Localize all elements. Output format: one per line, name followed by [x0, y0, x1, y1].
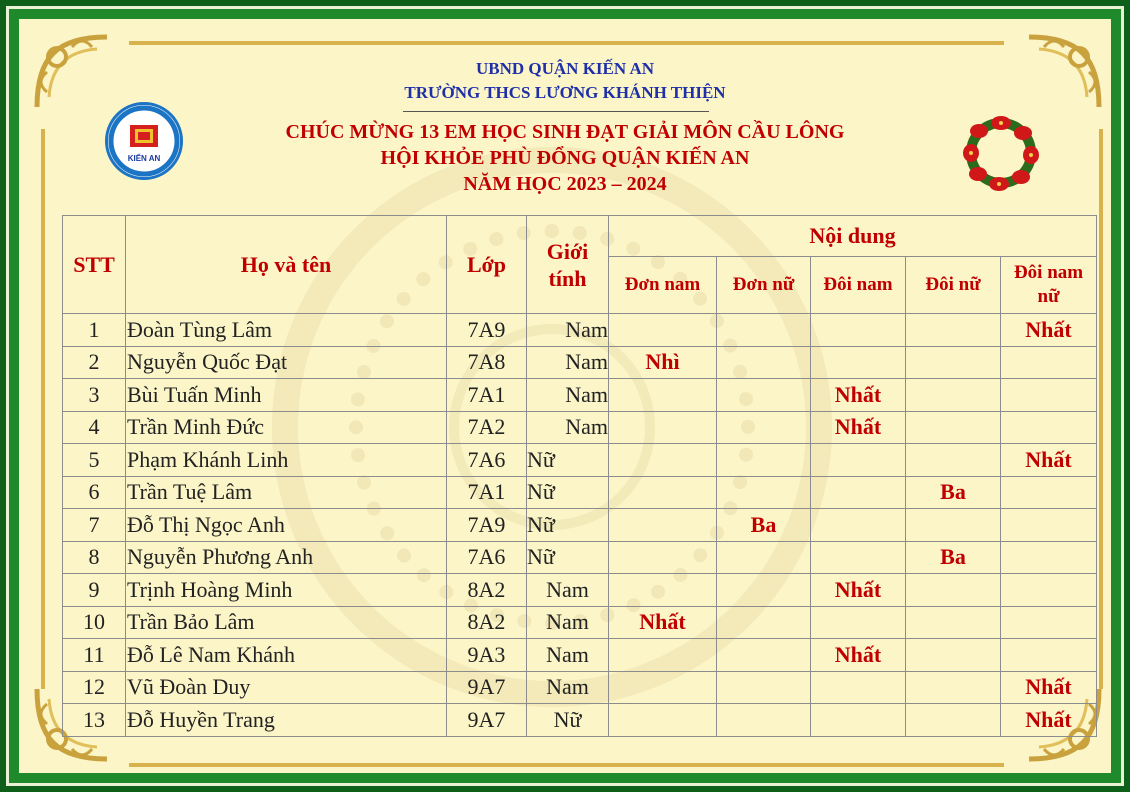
award-cell: [906, 444, 1001, 477]
row-class: 8A2: [447, 606, 527, 639]
row-stt: 7: [63, 509, 126, 542]
award-cell: [609, 704, 717, 737]
award-cell: [717, 574, 811, 607]
award-cell: [717, 541, 811, 574]
row-stt: 12: [63, 671, 126, 704]
award-cell: [1001, 411, 1097, 444]
table-row: [63, 476, 1097, 509]
award-cell: [811, 346, 906, 379]
table-row: [63, 606, 1097, 639]
row-gender: Nữ: [527, 509, 609, 542]
logo-text: KIẾN AN: [127, 154, 161, 163]
award-cell: Nhất: [811, 379, 906, 412]
header-event-mixed: [1001, 257, 1097, 314]
row-name: Đỗ Thị Ngọc Anh: [126, 509, 447, 542]
table-row: [63, 574, 1097, 607]
award-cell: [717, 346, 811, 379]
award-cell: [717, 444, 811, 477]
table-row: [63, 509, 1097, 542]
header-mixed-line2: nữ: [1037, 286, 1060, 307]
row-gender: Nữ: [527, 541, 609, 574]
row-stt: 4: [63, 411, 126, 444]
row-stt: 1: [63, 314, 126, 347]
award-cell: [906, 704, 1001, 737]
table-row: [63, 704, 1097, 737]
row-name: Đoàn Tùng Lâm: [126, 314, 447, 347]
award-cell: [1001, 509, 1097, 542]
row-gender: Nam: [527, 606, 609, 639]
row-class: 7A1: [447, 476, 527, 509]
award-cell: [609, 574, 717, 607]
award-cell: [717, 476, 811, 509]
award-cell: [609, 476, 717, 509]
row-gender: Nam: [527, 574, 609, 607]
row-name: Vũ Đoàn Duy: [126, 671, 447, 704]
award-cell: [1001, 574, 1097, 607]
header-divider: [403, 111, 709, 112]
row-class: 9A7: [447, 671, 527, 704]
award-cell: Nhì: [609, 346, 717, 379]
row-class: 9A3: [447, 639, 527, 672]
award-cell: [906, 346, 1001, 379]
table-row: [63, 541, 1097, 574]
award-cell: [906, 314, 1001, 347]
award-cell: Nhất: [1001, 671, 1097, 704]
table-row: [63, 444, 1097, 477]
table-row: [63, 411, 1097, 444]
title-line-3: NĂM HỌC 2023 – 2024: [463, 173, 667, 195]
school-name: TRƯỜNG THCS LƯƠNG KHÁNH THIỆN: [404, 83, 726, 102]
award-cell: [717, 639, 811, 672]
award-cell: [609, 314, 717, 347]
row-class: 7A9: [447, 509, 527, 542]
row-name: Trần Bảo Lâm: [126, 606, 447, 639]
award-cell: [1001, 346, 1097, 379]
award-cell: [717, 704, 811, 737]
award-cell: Ba: [906, 541, 1001, 574]
row-class: 7A1: [447, 379, 527, 412]
row-stt: 13: [63, 704, 126, 737]
row-name: Nguyễn Quốc Đạt: [126, 346, 447, 379]
header-event-double-men: Đôi nam: [811, 257, 906, 314]
top-gold-border: [129, 41, 1004, 45]
row-gender: Nam: [527, 639, 609, 672]
row-stt: 2: [63, 346, 126, 379]
award-cell: [811, 476, 906, 509]
row-gender: Nữ: [527, 704, 609, 737]
row-gender: Nam: [527, 379, 609, 412]
poster-frame: [6, 6, 1124, 786]
row-stt: 10: [63, 606, 126, 639]
header-name: Họ và tên: [126, 216, 447, 314]
award-cell: [1001, 379, 1097, 412]
award-cell: [906, 639, 1001, 672]
bottom-gold-border: [129, 763, 1004, 767]
award-cell: [717, 606, 811, 639]
award-cell: Nhất: [1001, 314, 1097, 347]
award-cell: [811, 606, 906, 639]
award-cell: [609, 541, 717, 574]
award-cell: [609, 639, 717, 672]
award-cell: Nhất: [1001, 704, 1097, 737]
row-stt: 11: [63, 639, 126, 672]
row-stt: 5: [63, 444, 126, 477]
award-cell: [1001, 606, 1097, 639]
row-class: 9A7: [447, 704, 527, 737]
award-cell: Ba: [717, 509, 811, 542]
row-name: Đỗ Lê Nam Khánh: [126, 639, 447, 672]
award-cell: [811, 509, 906, 542]
award-cell: Ba: [906, 476, 1001, 509]
table-row: [63, 671, 1097, 704]
row-gender: Nữ: [527, 476, 609, 509]
table-row: [63, 314, 1097, 347]
left-gold-border: [41, 129, 45, 689]
table-row: [63, 346, 1097, 379]
award-cell: [609, 444, 717, 477]
header-gender: [527, 216, 609, 314]
row-name: Trần Tuệ Lâm: [126, 476, 447, 509]
award-cell: Nhất: [811, 411, 906, 444]
row-gender: Nam: [527, 314, 609, 347]
row-class: 7A6: [447, 444, 527, 477]
table-row: [63, 639, 1097, 672]
award-cell: Nhất: [811, 574, 906, 607]
award-cell: [609, 411, 717, 444]
header-gender-line1: Giới: [546, 238, 589, 264]
row-name: Trịnh Hoàng Minh: [126, 574, 447, 607]
row-gender: Nam: [527, 671, 609, 704]
award-cell: [811, 541, 906, 574]
awards-table: [62, 215, 1097, 737]
title-line-2: HỘI KHỎE PHÙ ĐỔNG QUẬN KIẾN AN: [380, 147, 750, 169]
row-class: 8A2: [447, 574, 527, 607]
header-event-single-women: Đơn nữ: [717, 257, 811, 314]
row-class: 7A6: [447, 541, 527, 574]
award-cell: [717, 411, 811, 444]
row-name: Đỗ Huyền Trang: [126, 704, 447, 737]
row-stt: 6: [63, 476, 126, 509]
award-cell: [906, 574, 1001, 607]
row-name: Trần Minh Đức: [126, 411, 447, 444]
row-name: Phạm Khánh Linh: [126, 444, 447, 477]
row-stt: 3: [63, 379, 126, 412]
award-cell: [811, 704, 906, 737]
award-cell: [1001, 639, 1097, 672]
table-row: [63, 379, 1097, 412]
award-cell: [717, 671, 811, 704]
header-class: Lớp: [447, 216, 527, 314]
award-cell: [609, 509, 717, 542]
award-cell: [811, 314, 906, 347]
row-stt: 8: [63, 541, 126, 574]
row-class: 7A8: [447, 346, 527, 379]
award-cell: [906, 671, 1001, 704]
award-cell: [609, 671, 717, 704]
award-cell: [609, 379, 717, 412]
header-stt: STT: [63, 216, 126, 314]
row-name: Bùi Tuấn Minh: [126, 379, 447, 412]
award-cell: [906, 509, 1001, 542]
award-cell: [717, 379, 811, 412]
award-cell: [906, 379, 1001, 412]
award-cell: Nhất: [1001, 444, 1097, 477]
award-cell: [906, 411, 1001, 444]
row-gender: Nam: [527, 346, 609, 379]
header-event-double-women: Đôi nữ: [906, 257, 1001, 314]
right-gold-border: [1099, 129, 1103, 689]
row-class: 7A9: [447, 314, 527, 347]
row-gender: Nữ: [527, 444, 609, 477]
award-cell: [1001, 476, 1097, 509]
row-name: Nguyễn Phương Anh: [126, 541, 447, 574]
row-gender: Nam: [527, 411, 609, 444]
title-line-1: CHÚC MỪNG 13 EM HỌC SINH ĐẠT GIẢI MÔN CẦU LÔNG: [285, 121, 845, 143]
award-cell: Nhất: [811, 639, 906, 672]
poster-background: [19, 19, 1111, 773]
row-class: 7A2: [447, 411, 527, 444]
header-gender-line2: tính: [548, 265, 587, 291]
row-stt: 9: [63, 574, 126, 607]
award-cell: [811, 671, 906, 704]
award-cell: [717, 314, 811, 347]
header-content: Nội dung: [609, 216, 1097, 257]
district-name: UBND QUẬN KIẾN AN: [475, 59, 655, 78]
award-cell: Nhất: [609, 606, 717, 639]
award-cell: [811, 444, 906, 477]
header-mixed-line1: Đôi nam: [1013, 262, 1084, 283]
award-cell: [906, 606, 1001, 639]
header-event-single-men: Đơn nam: [609, 257, 717, 314]
award-cell: [1001, 541, 1097, 574]
